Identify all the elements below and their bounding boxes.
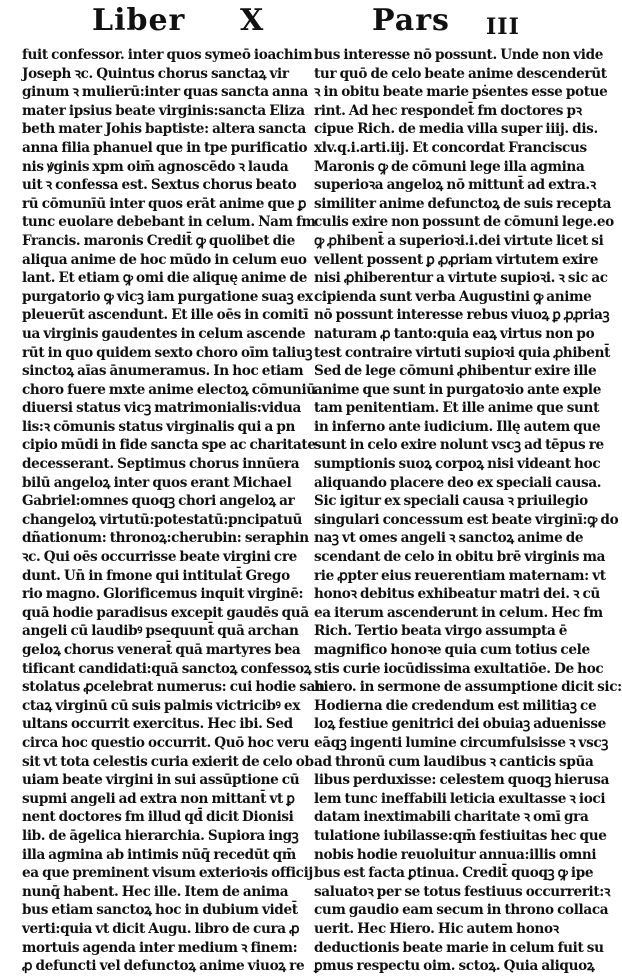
text-line: culis exire non possunt de cōmuni lege.eo [314,214,614,231]
text-line: rūt in quo quidem sexto choro oīm taliuꝫ [22,344,313,361]
text-line: cipue Rich. de media villa super iiij. dis. [314,121,598,138]
text-line: nisi ꝓhiberentur a virtute supioꝛi. ꝛ sic ac [314,270,608,287]
text-line: ea que preminent visum exterioꝛis officij [22,865,313,882]
text-line: nō possunt interesse rebus viuoꝝ ꝑ ꝓꝓriaꝫ [314,307,610,324]
text-line: ꝙ ꝓhibent̄ a superioꝛi.i.dei virtute licet si [314,232,604,249]
text-line: tur quō de celo beate anime descenderūt [314,65,607,82]
text-line: bus etiam sanctoꝝ hoc in dubium videt̄ [22,902,298,919]
text-line: bus est facta ꝑtinua. Credit̄ quoqꝫ ꝙ ipe [314,865,594,882]
text-line: rint. Ad hec respondet̄ fm doctores pꝛ [314,102,582,119]
text-line: verti:quia vt dicit Augu. libro de cura ꝓ [22,920,300,937]
text-line: geloꝝ chorus venerat̄ quā martyres bea [22,642,301,658]
text-line: Rich. Tertio beata virgo assumpta ē [314,623,568,640]
text-line: diuersi status vicꝫ matrimonialis:vidua [22,400,301,417]
text-line: cipienda sunt verba Augustini ꝙ anime [314,288,592,305]
text-line: lant. Et etiam ꝙ omi die aliquę anime de [22,270,308,287]
text-line: Sic igitur ex speciali causa ꝛ priuilegio [314,493,588,510]
text-line: hiero. in sermone de assumptione dicit sic: [314,679,622,696]
running-head-book-number: X [240,3,265,38]
text-line: aliquando placere deo ex speciali causa. [314,474,602,491]
text-line: stolatus ꝓcelebrat numerus: cui hodie san [22,679,325,696]
text-line: circa hoc questio occurrit. Quō hoc veru [22,734,310,751]
text-line: ꝑmus respectu oim. sctoꝝ. Quia aliquoꝝ [314,958,595,975]
text-line: decesserant. Septimus chorus innūera [22,456,300,473]
text-line: pleuerūt ascendunt. Et ille oēs in comitī [22,307,309,324]
text-line: stis curie iocūdissima exultatiōe. De hoc [314,660,604,677]
text-line: ꝓ defuncti vel defunctoꝝ anime viuoꝝ re [22,958,305,975]
running-head-pars: Pars [372,3,450,38]
text-line: similiter anime defunctoꝝ de suis recepta [314,195,612,212]
text-line: Maronis ꝙ de cōmuni lege illa agmina [314,158,585,175]
text-line: nent doctores fm illud qd̄ dicit Dionisi [22,809,294,826]
text-line: deductionis beate marie in celum fuit su [314,939,604,956]
text-line: ginum ꝛ mulierū:inter quas sancta anna [22,84,309,101]
text-line: cipio mūdi in fide sancta spe ac charitate [22,437,316,454]
running-head-liber: Liber [92,3,186,38]
text-line: ua virginis gaudentes in celum ascende [22,325,306,342]
text-line: ꝛ in obitu beate marie pṡentes esse potue [314,84,608,101]
text-line: cum gaudio eam secum in throno collaca [314,902,609,919]
text-line: Sed de lege cōmuni ꝓhibentur exire ille [314,363,597,380]
text-line: in inferno ante iudicium. Illę autem que [314,418,601,435]
text-line: Joseph ꝛc. Quintus chorus sanctaꝝ vir [22,65,289,82]
text-line: ctaꝝ virginū cū suis palmis victricibꝰ ex [22,697,300,714]
text-line: fuit confessor. inter quos symeō ioachim [22,47,313,63]
text-line: supmi angeli ad extra non mittant̄ vt ꝑ [22,790,295,807]
text-line: scendant de celo in obitu brē virginis ma [314,549,606,566]
text-line: sunt in celo exire nolunt vscꝫ ad tēpus re [314,437,604,454]
text-line: honoꝛ debitus exhibeatur matri dei. ꝛ cū [314,586,600,603]
text-line: vellent possent ꝑ ꝓꝓriam virtutem exire [314,251,599,268]
text-line: lib. de āgelica hierarchia. Supiora ingꝫ [22,827,299,844]
text-line: tunc euolare debebant in celum. Nam fm [22,214,316,231]
text-line: beth mater Johis baptiste: altera sancta [22,121,306,138]
text-line: naꝫ vt omes angeli ꝛ sanctoꝝ anime de [314,530,584,547]
text-line: sit vt tota celestis curia exierit de celo ob [22,753,314,770]
text-line: nis ꝟginis xpm oim̄ agnoscēdo ꝛ lauda [22,158,289,175]
text-line: nobis hodie reuoluitur annua:illis omni [314,846,597,863]
text-line: sumptionis suoꝝ corpoꝝ nisi videant hoc [314,456,601,473]
text-line: mortuis agenda inter medium ꝛ finem: [22,939,298,956]
text-line: uit ꝛ confessa est. Sextus chorus beato [22,177,297,194]
text-line: rū cōmunīū inter quos erāt anime que ꝑ [22,195,307,212]
running-head-part-number: III [486,14,520,40]
text-line: saluatoꝛ per se totus festiuus occurrerit:ꝛ [314,883,611,900]
text-line: aliqua anime de hoc mūdo in celum euo [22,251,307,268]
text-line: angeli cū laudibꝰ psequunt̄ quā archan [22,623,299,640]
text-line: loꝝ festiue genitrici dei obuiaꝫ aduenisse [314,716,606,733]
text-line: Gabriel:omnes quoqꝫ chori angeloꝝ ar [22,493,295,510]
text-line: bus interesse nō possunt. Unde non vide [314,47,604,63]
text-line: Francis. maronis Credit̄ ꝙ quolibet die [22,232,295,249]
text-line: tificant candidati:quā sanctoꝝ confessoꝝ [22,660,312,677]
text-line: ꝛc. Qui oēs occurrisse beate virgini cre [22,549,297,566]
text-line: changeloꝝ virtutū:potestatū:pncipatuū [22,511,303,528]
text-line: anna filia phanuel que in tpe purificatio [22,139,308,156]
text-line: magnifico honoꝛe quia cum totius cele [314,642,590,658]
text-line: bilū angeloꝝ inter quos erant Michael [22,474,292,491]
text-line: ultans occurrit exercitus. Hec ibi. Sed [22,716,293,733]
text-line: rie ꝓpter eius reuerentiam maternam: vt [314,567,606,584]
text-line: anime que sunt in purgatoꝛio ante exple [314,381,601,398]
text-line: uerit. Hec Hiero. Hic autem honoꝛ [314,920,559,937]
text-line: xlv.q.i.arti.iij. Et concordat Franciscus [314,139,587,156]
text-line: singulari concessum est beate virginī:ꝙ do [314,511,619,528]
text-line: test contraire virtuti supioꝛi quia ꝓhibent̄ [314,344,611,361]
text-line: nunq̄ habent. Hec ille. Item de anima [22,883,289,900]
text-line: illa agmina ab intimis nūq̄ recedūt qm̄ [22,846,296,863]
text-line: tulatione iubilasse:qm̄ festiuitas hec que [314,827,607,844]
text-line: rio magno. Glorificemus inquit virginē: [22,586,304,603]
text-line: lem tunc ineffabili leticia exultasse ꝛ ioci [314,790,606,807]
text-line: lis:ꝛ cōmunis status virginalis qui a pn [22,418,296,435]
right-text-column [314,46,622,976]
text-line: superioꝛa angeloꝝ nō mittunt̄ ad extra.ꝛ [314,177,596,194]
text-line: datam inextimabili charitate ꝛ omī gra [314,809,589,826]
text-line: ad thronū cum laudibus ꝛ canticis spūa [314,753,594,770]
text-line: dunt. Un̄ in fmone qui intitulat̄ Grego [22,567,290,584]
text-line: dñationum: thronoꝝ:cherubin: seraphin [22,530,309,547]
text-line: uiam beate virgini in sui assūptione cū [22,772,300,789]
left-text-column [22,46,325,976]
text-line: sinctoꝝ aīas ānumeramus. In hoc etiam [22,363,304,380]
text-line: quā hodie paradisus excepit gaudēs quā [22,604,309,621]
text-line: naturam ꝓ tanto:quia eaꝝ virtus non po [314,325,595,342]
text-line: purgatorio ꝙ vicꝫ iam purgatione suaꝫ ex [22,288,313,305]
text-line: Hodierna die credendum est militiaꝫ ce [314,697,597,714]
text-line: tam penitentiam. Et ille anime que sunt [314,400,600,417]
text-line: mater ipsius beate virginis:sancta Eliza [22,102,305,119]
text-line: ea iterum ascenderunt in celum. Hec fm [314,604,603,621]
text-line: libus perduxisse: celestem quoqꝫ hierusa [314,772,610,789]
text-line: eāqꝫ ingenti lumine circumfulsisse ꝛ vscꝫ [314,734,608,751]
text-line: choro fuere mxte anime electoꝝ cōmuniū [22,381,316,398]
